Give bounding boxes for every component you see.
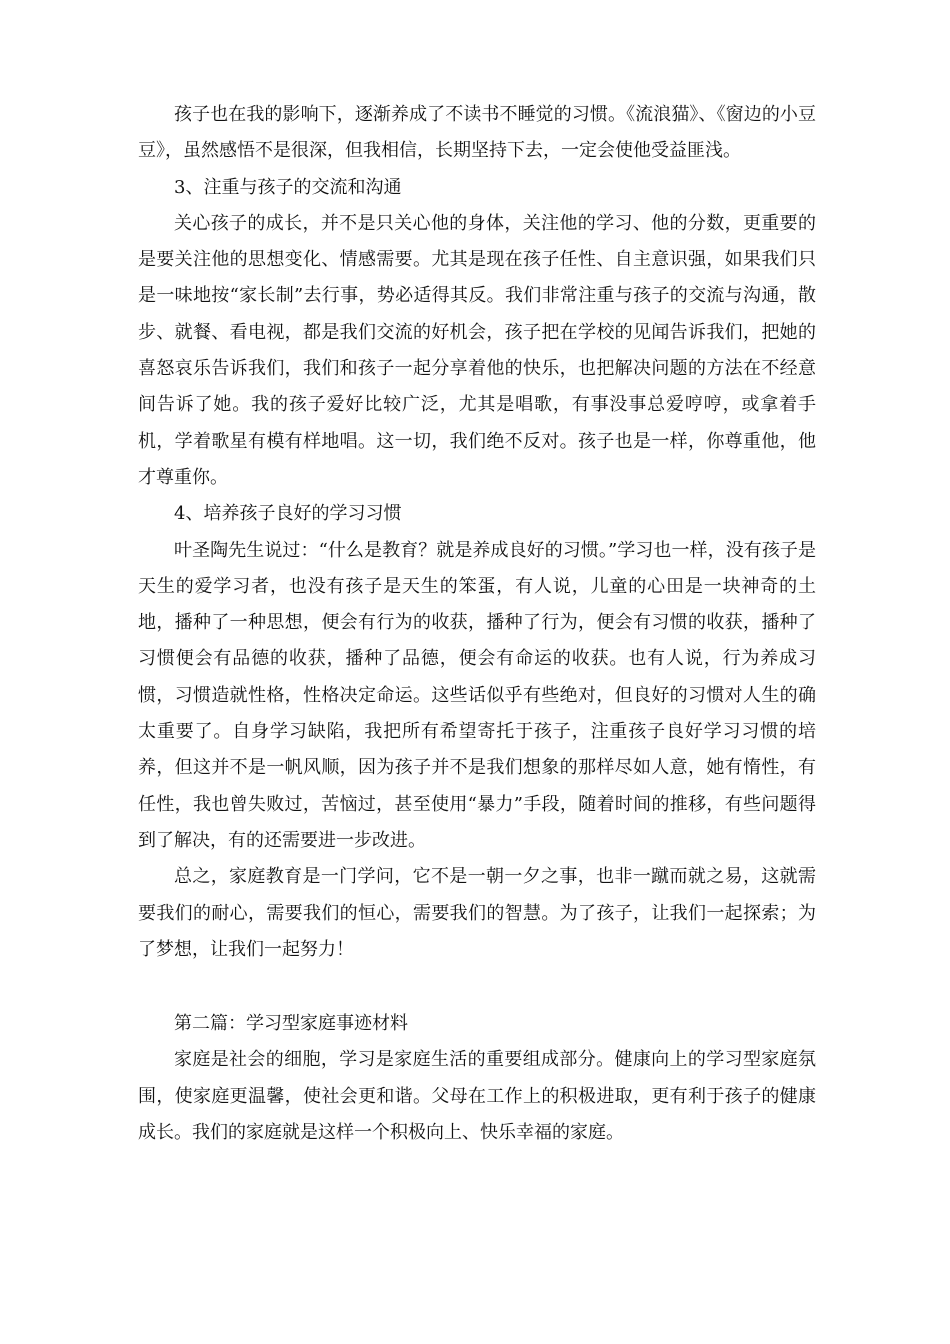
paragraph-communication: 关心孩子的成长，并不是只关心他的身体，关注他的学习、他的分数，更重要的是要关注他的思想变化、情感需要。尤其是现在孩子任性、自主意识强，如果我们只是一味地按“家长制”去行事，势必适得其反。我们非常注重与孩子的交流与沟通，散步、就餐、看电视，都是我们交流的好机会，孩子把在学校的见闻告诉我们，把她的喜怒哀乐告诉我们，我们和孩子一起分享着他的快乐，也把解决问题的方法在不经意间告诉了她。我的孩子爱好比较广泛，尤其是唱歌，有事没事总爱哼哼，或拿着手机，学着歌星有模有样地唱。这一切，我们绝不反对。孩子也是一样，你尊重他，他才尊重你。 [138, 212, 816, 488]
paragraph-learning-family: 家庭是社会的细胞，学习是家庭生活的重要组成部分。健康向上的学习型家庭氛围，使家庭更温馨，使社会更和谐。父母在工作上的积极进取，更有利于孩子的健康成长。我们的家庭就是这样一个积极向上、快乐幸福的家庭。 [138, 1049, 816, 1144]
chapter-title: 第二篇：学习型家庭事迹材料 [174, 1013, 408, 1035]
section-heading-communication: 3、注重与孩子的交流和沟通 [174, 176, 402, 198]
document-body [138, 97, 816, 1151]
paragraph-study-habits: 叶圣陶先生说过：“什么是教育？就是养成良好的习惯。”学习也一样，没有孩子是天生的爱学习者，也没有孩子是天生的笨蛋，有人说，儿童的心田是一块神奇的土地，播种了一种思想，便会有行为的收获，播种了行为，便会有习惯的收获，播种了习惯便会有品德的收获，播种了品德，便会有命运的收获。也有人说，行为养成习惯，习惯造就性格，性格决定命运。这些话似乎有些绝对，但良好的习惯对人生的确太重要了。自身学习缺陷，我把所有希望寄托于孩子，注重孩子良好学习习惯的培养，但这并不是一帆风顺，因为孩子并不是我们想象的那样尽如人意，她有惰性，有任性，我也曾失败过，苦恼过，甚至使用“暴力”手段，随着时间的推移，有些问题得到了解决，有的还需要进一步改进。 [138, 539, 816, 851]
paragraph-reading-habit: 孩子也在我的影响下，逐渐养成了不读书不睡觉的习惯。《流浪猫》、《窗边的小豆豆》，虽然感悟不是很深，但我相信，长期坚持下去，一定会使他受益匪浅。 [138, 104, 816, 162]
section-heading-study-habits: 4、培养孩子良好的学习习惯 [174, 503, 402, 525]
paragraph-conclusion: 总之，家庭教育是一门学问，它不是一朝一夕之事，也非一蹴而就之易，这就需要我们的耐心，需要我们的恒心，需要我们的智慧。为了孩子，让我们一起探索；为了梦想，让我们一起努力！ [138, 866, 816, 960]
